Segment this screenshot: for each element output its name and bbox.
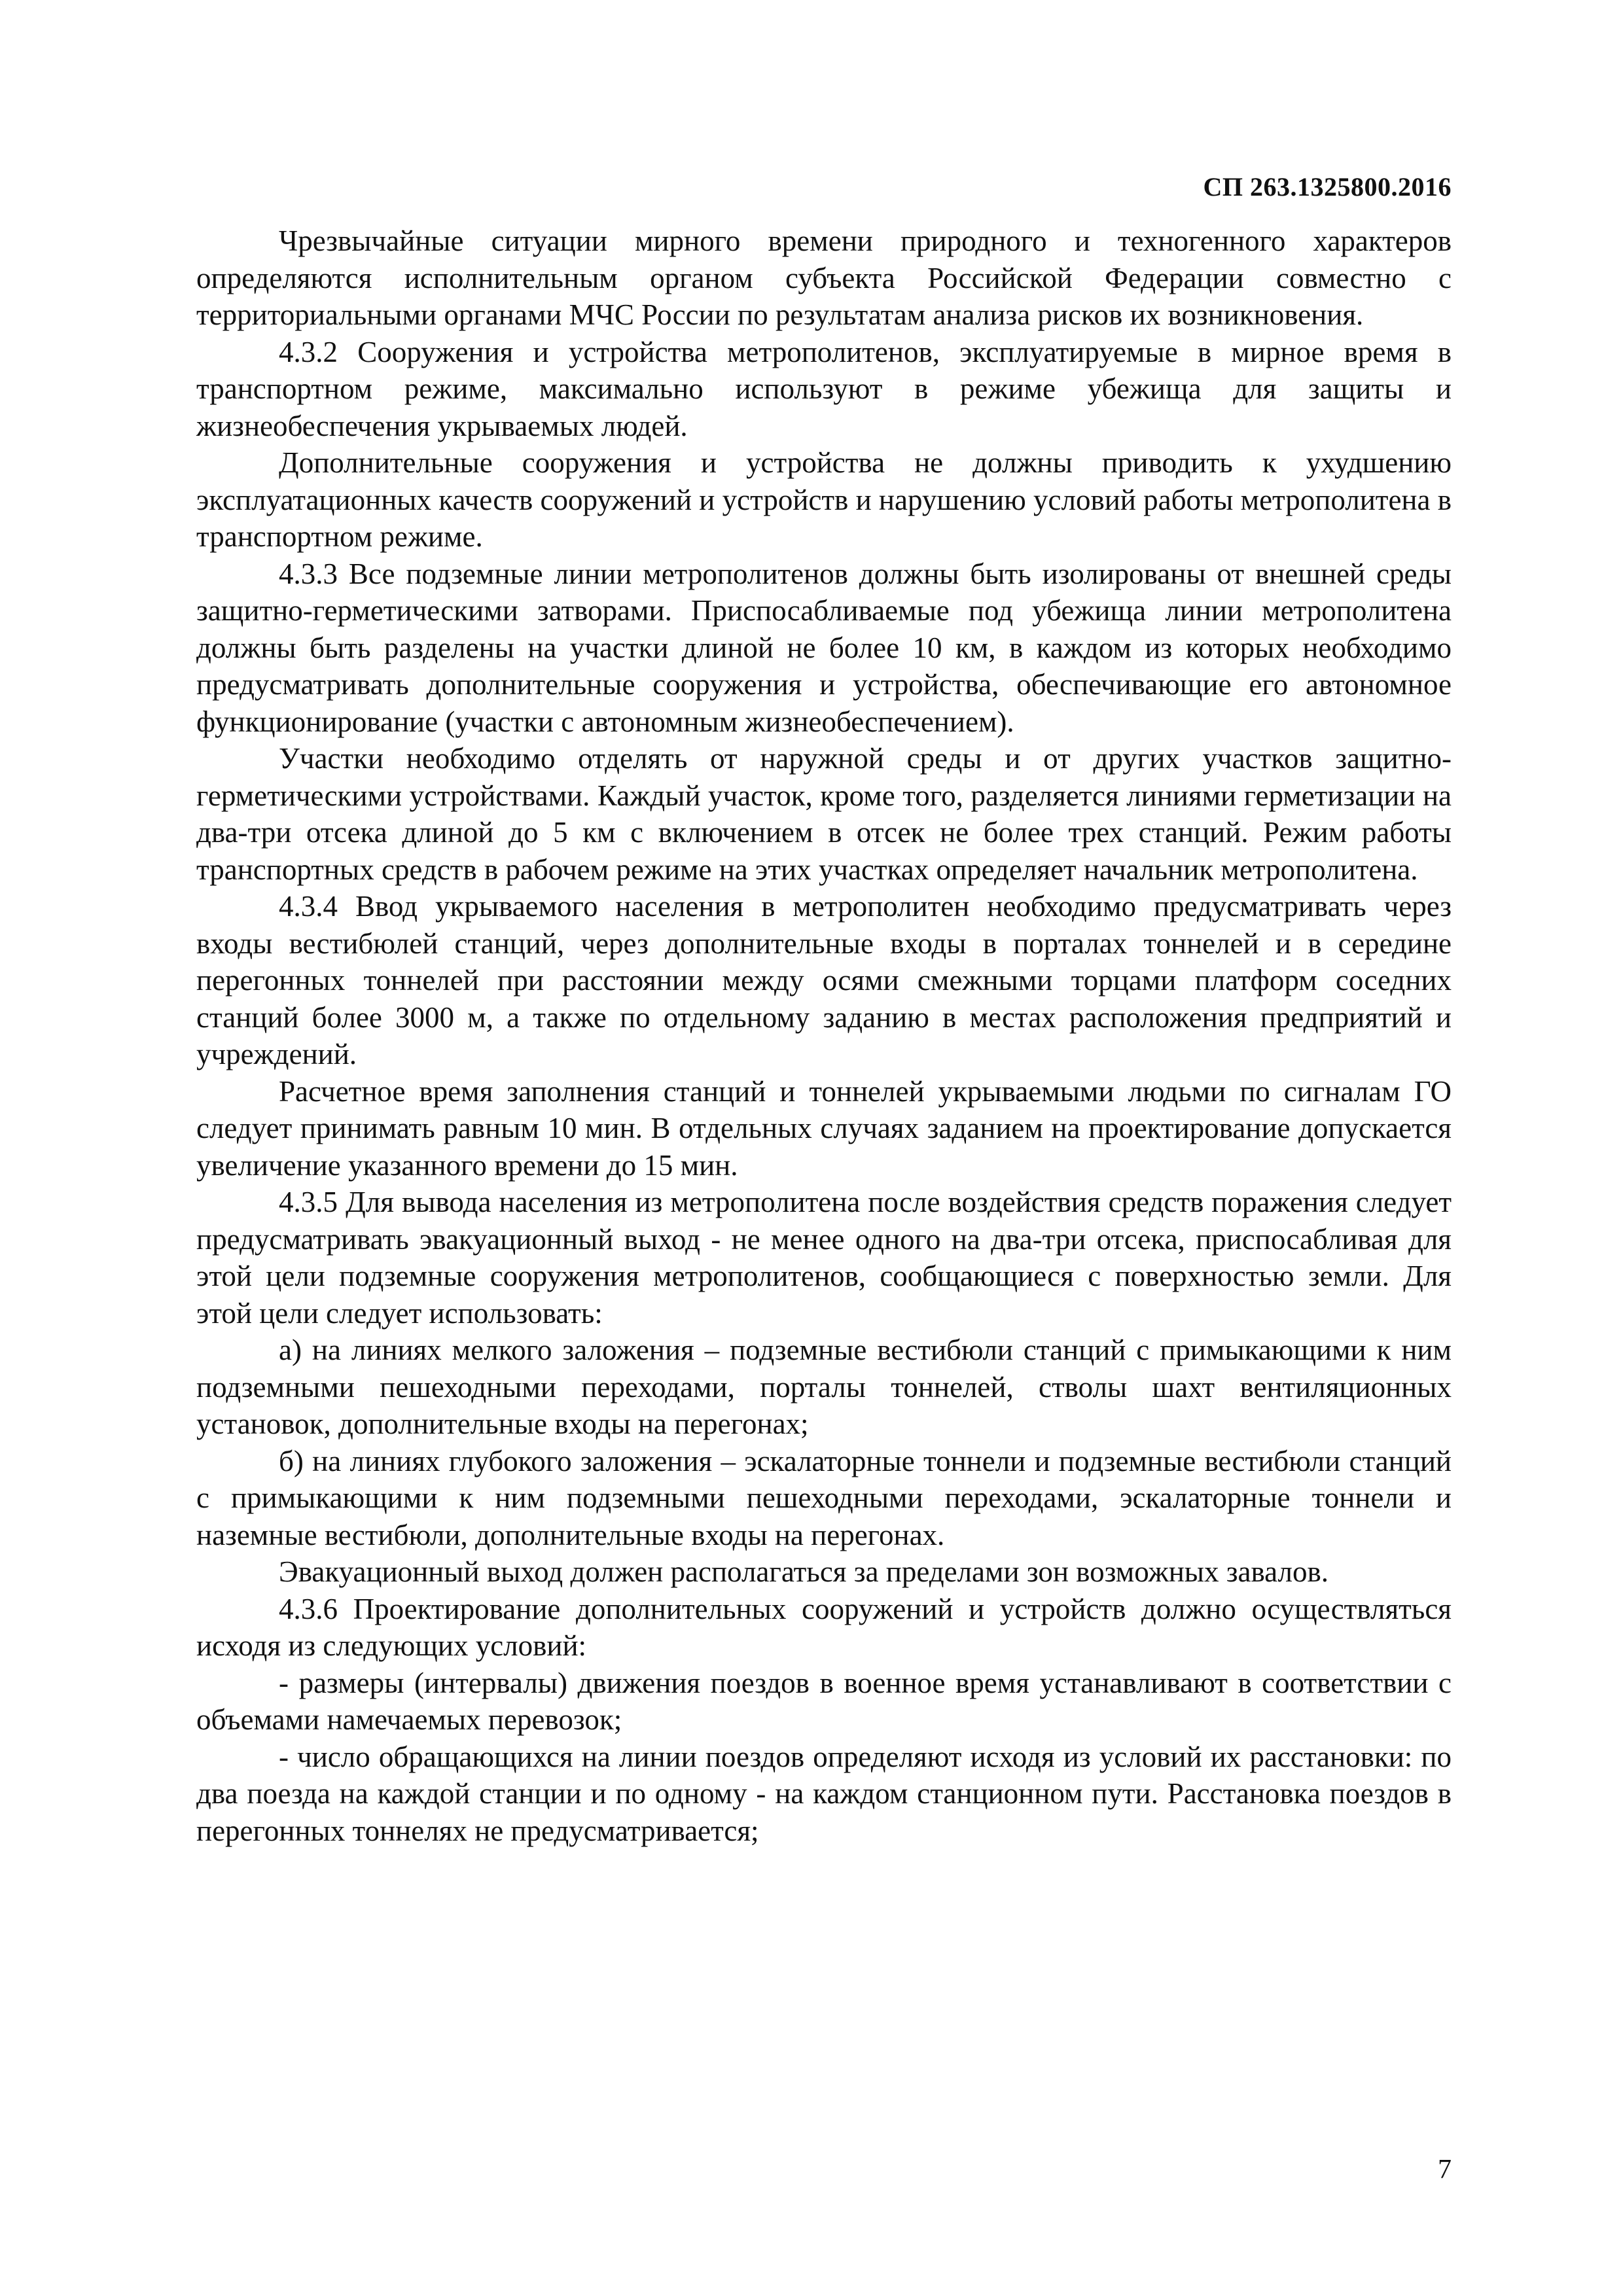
list-item-shallow-lines: а) на линиях мелкого заложения – подземные вестибюли станций с примыкающими к ним подземными пешеходными переходами, порталы тоннелей, стволы шахт вентиляционных установок, дополнительные входы на перегонах; bbox=[196, 1333, 1452, 1440]
list-item-train-intervals: - размеры (интервалы) движения поездов в военное время устанавливают в соответствии с объемами намечаемых перевозок; bbox=[196, 1666, 1452, 1736]
paragraph-4-3-3: 4.3.3 Все подземные линии метрополитенов должны быть изолированы от внешней среды защитно-герметическими затворами. Приспосабливаемые под убежища линии метрополитена должны быть разделены на участки длиной не более 10 км, в каждом из которых необходимо предусматривать дополнительные сооружения и устройства, обеспечивающие его автономное функционирование (участки с автономным жизнеобеспечением). bbox=[196, 557, 1452, 738]
paragraph-filling-time: Расчетное время заполнения станций и тоннелей укрываемыми людьми по сигналам ГО следует принимать равным 10 мин. В отдельных случаях заданием на проектирование допускается увеличение указанного времени до 15 мин. bbox=[196, 1074, 1452, 1182]
list-item-train-count: - число обращающихся на линии поездов определяют исходя из условий их расстановки: по два поезда на каждой станции и по одному - на каждом станционном пути. Расстановка поездов в перегонных тоннелях не предусматривается; bbox=[196, 1740, 1452, 1847]
paragraph-emergency-situations: Чрезвычайные ситуации мирного времени природного и техногенного характеров определяются исполнительным органом субъекта Российской Федерации совместно с территориальными органами МЧС России по результатам анализа рисков их возникновения. bbox=[196, 224, 1452, 331]
paragraph-sections-isolation: Участки необходимо отделять от наружной среды и от других участков защитно-герметическими устройствами. Каждый участок, кроме того, разделяется линиями герметизации на два-три отсека длиной до 5 км с включением в отсек не более трех станций. Режим работы транспортных средств в рабочем режиме на этих участках определяет начальник метрополитена. bbox=[196, 742, 1452, 886]
paragraph-4-3-6: 4.3.6 Проектирование дополнительных сооружений и устройств должно осуществляться исходя из следующих условий: bbox=[196, 1592, 1452, 1662]
list-item-deep-lines: б) на линиях глубокого заложения – эскалаторные тоннели и подземные вестибюли станций с примыкающими к ним подземными пешеходными переходами, эскалаторные тоннели и наземные вестибюли, дополнительные входы на перегонах. bbox=[196, 1444, 1452, 1551]
paragraph-evacuation-exit: Эвакуационный выход должен располагаться за пределами зон возможных завалов. bbox=[279, 1555, 1329, 1588]
paragraph-4-3-5: 4.3.5 Для вывода населения из метрополитена после воздействия средств поражения следует предусматривать эвакуационный выход - не менее одного на два-три отсека, приспосабливая для этой цели подземные сооружения метрополитенов, сообщающиеся с поверхностью земли. Для этой цели следует использовать: bbox=[196, 1186, 1452, 1330]
body-text bbox=[196, 222, 1452, 1849]
paragraph-4-3-4: 4.3.4 Ввод укрываемого населения в метрополитен необходимо предусматривать через входы вестибюлей станций, через дополнительные входы в порталах тоннелей и в середине перегонных тоннелей при расстоянии между осями смежными торцами платформ соседних станций более 3000 м, а также по отдельному заданию в местах расположения предприятий и учреждений. bbox=[196, 890, 1452, 1070]
page-number: 7 bbox=[1438, 2155, 1452, 2185]
document-code-header: СП 263.1325800.2016 bbox=[1203, 172, 1452, 202]
paragraph-additional-structures: Дополнительные сооружения и устройства не должны приводить к ухудшению эксплуатационных качеств сооружений и устройств и нарушению условий работы метрополитена в транспортном режиме. bbox=[196, 446, 1452, 553]
paragraph-4-3-2: 4.3.2 Сооружения и устройства метрополитенов, эксплуатируемые в мирное время в транспортном режиме, максимально используют в режиме убежища для защиты и жизнеобеспечения укрываемых людей. bbox=[196, 335, 1452, 442]
